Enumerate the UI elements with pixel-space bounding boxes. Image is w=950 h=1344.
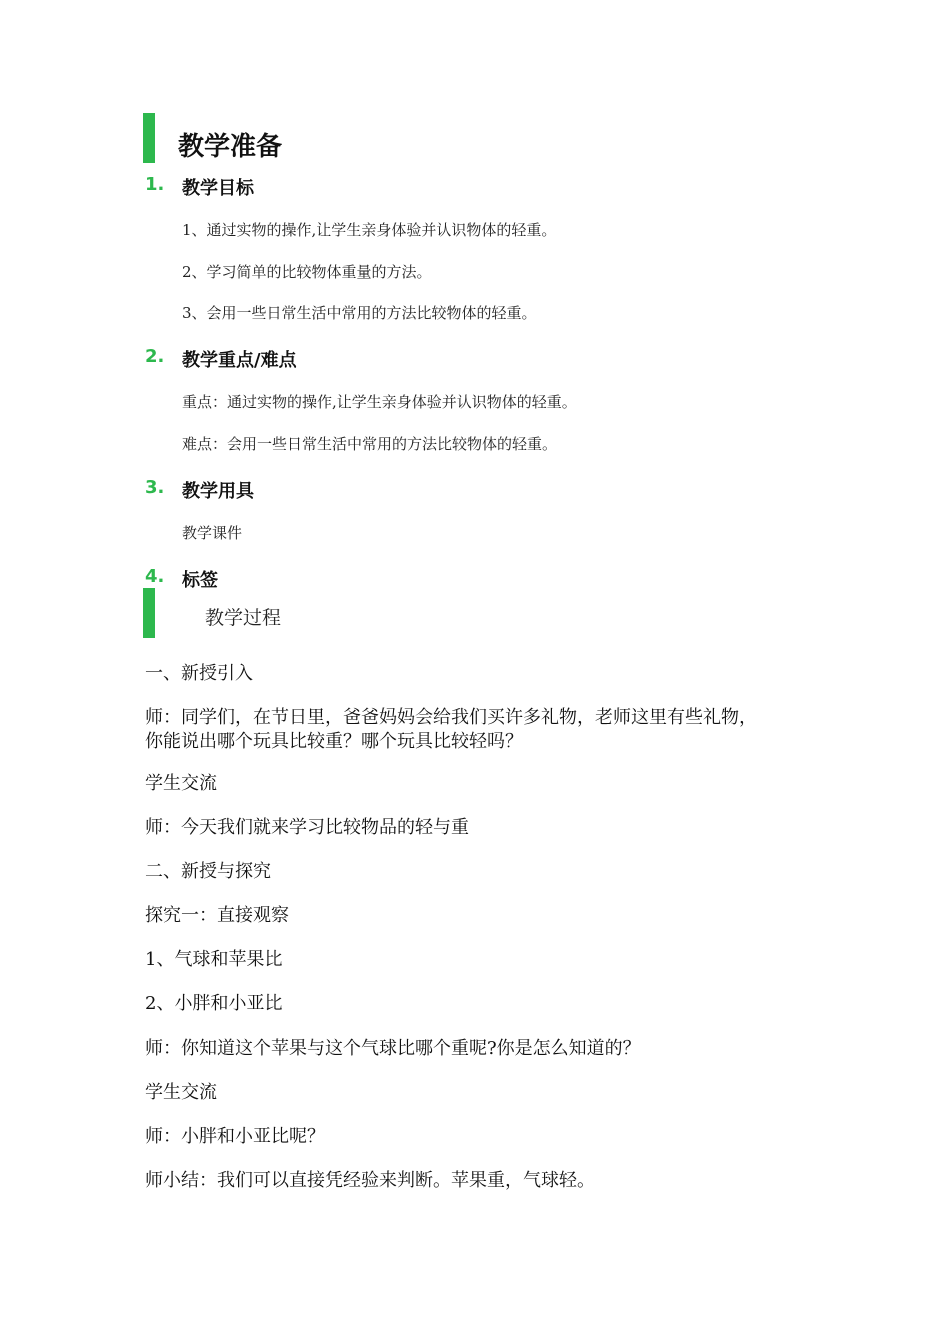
process-line: 一、新授引入	[145, 663, 253, 684]
process-line: 学生交流	[145, 773, 217, 794]
process-title: 教学过程	[205, 607, 282, 629]
section-accent-bar-process	[143, 588, 155, 638]
section-accent-bar-prep	[143, 113, 155, 163]
process-line: 学生交流	[145, 1082, 217, 1103]
process-line: 2、小胖和小亚比	[145, 993, 283, 1014]
process-line: 二、新授与探究	[145, 861, 271, 882]
section-heading-tools: 教学用具	[182, 481, 254, 502]
process-line: 师：你知道这个苹果与这个气球比哪个重呢?你是怎么知道的？	[145, 1038, 641, 1059]
section-heading-key-points: 教学重点/难点	[182, 350, 297, 371]
process-line: 师：同学们，在节日里，爸爸妈妈会给我们买许多礼物，老师这里有些礼物，	[145, 707, 757, 728]
process-line: 1、气球和苹果比	[145, 949, 283, 970]
section-number-4: 4.	[145, 566, 165, 587]
key-point-item: 重点：通过实物的操作,让学生亲身体验并认识物体的轻重。	[182, 393, 577, 411]
section-number-3: 3.	[145, 477, 165, 498]
objective-item-2: 2、学习简单的比较物体重量的方法。	[182, 263, 432, 281]
process-line: 师：今天我们就来学习比较物品的轻与重	[145, 817, 469, 838]
section-heading-objectives: 教学目标	[182, 178, 254, 199]
page-title: 教学准备	[178, 132, 283, 162]
section-heading-tags: 标签	[182, 570, 218, 591]
section-number-1: 1.	[145, 174, 165, 195]
process-line: 你能说出哪个玩具比较重？哪个玩具比较轻吗？	[145, 731, 523, 752]
objective-item-1: 1、通过实物的操作,让学生亲身体验并认识物体的轻重。	[182, 221, 557, 239]
section-number-2: 2.	[145, 346, 165, 367]
process-line: 师：小胖和小亚比呢？	[145, 1126, 325, 1147]
objective-item-3: 3、会用一些日常生活中常用的方法比较物体的轻重。	[182, 304, 537, 322]
tools-item: 教学课件	[182, 524, 243, 542]
process-line: 师小结：我们可以直接凭经验来判断。苹果重，气球轻。	[145, 1170, 595, 1191]
difficulty-item: 难点：会用一些日常生活中常用的方法比较物体的轻重。	[182, 435, 558, 453]
process-line: 探究一：直接观察	[145, 905, 289, 926]
